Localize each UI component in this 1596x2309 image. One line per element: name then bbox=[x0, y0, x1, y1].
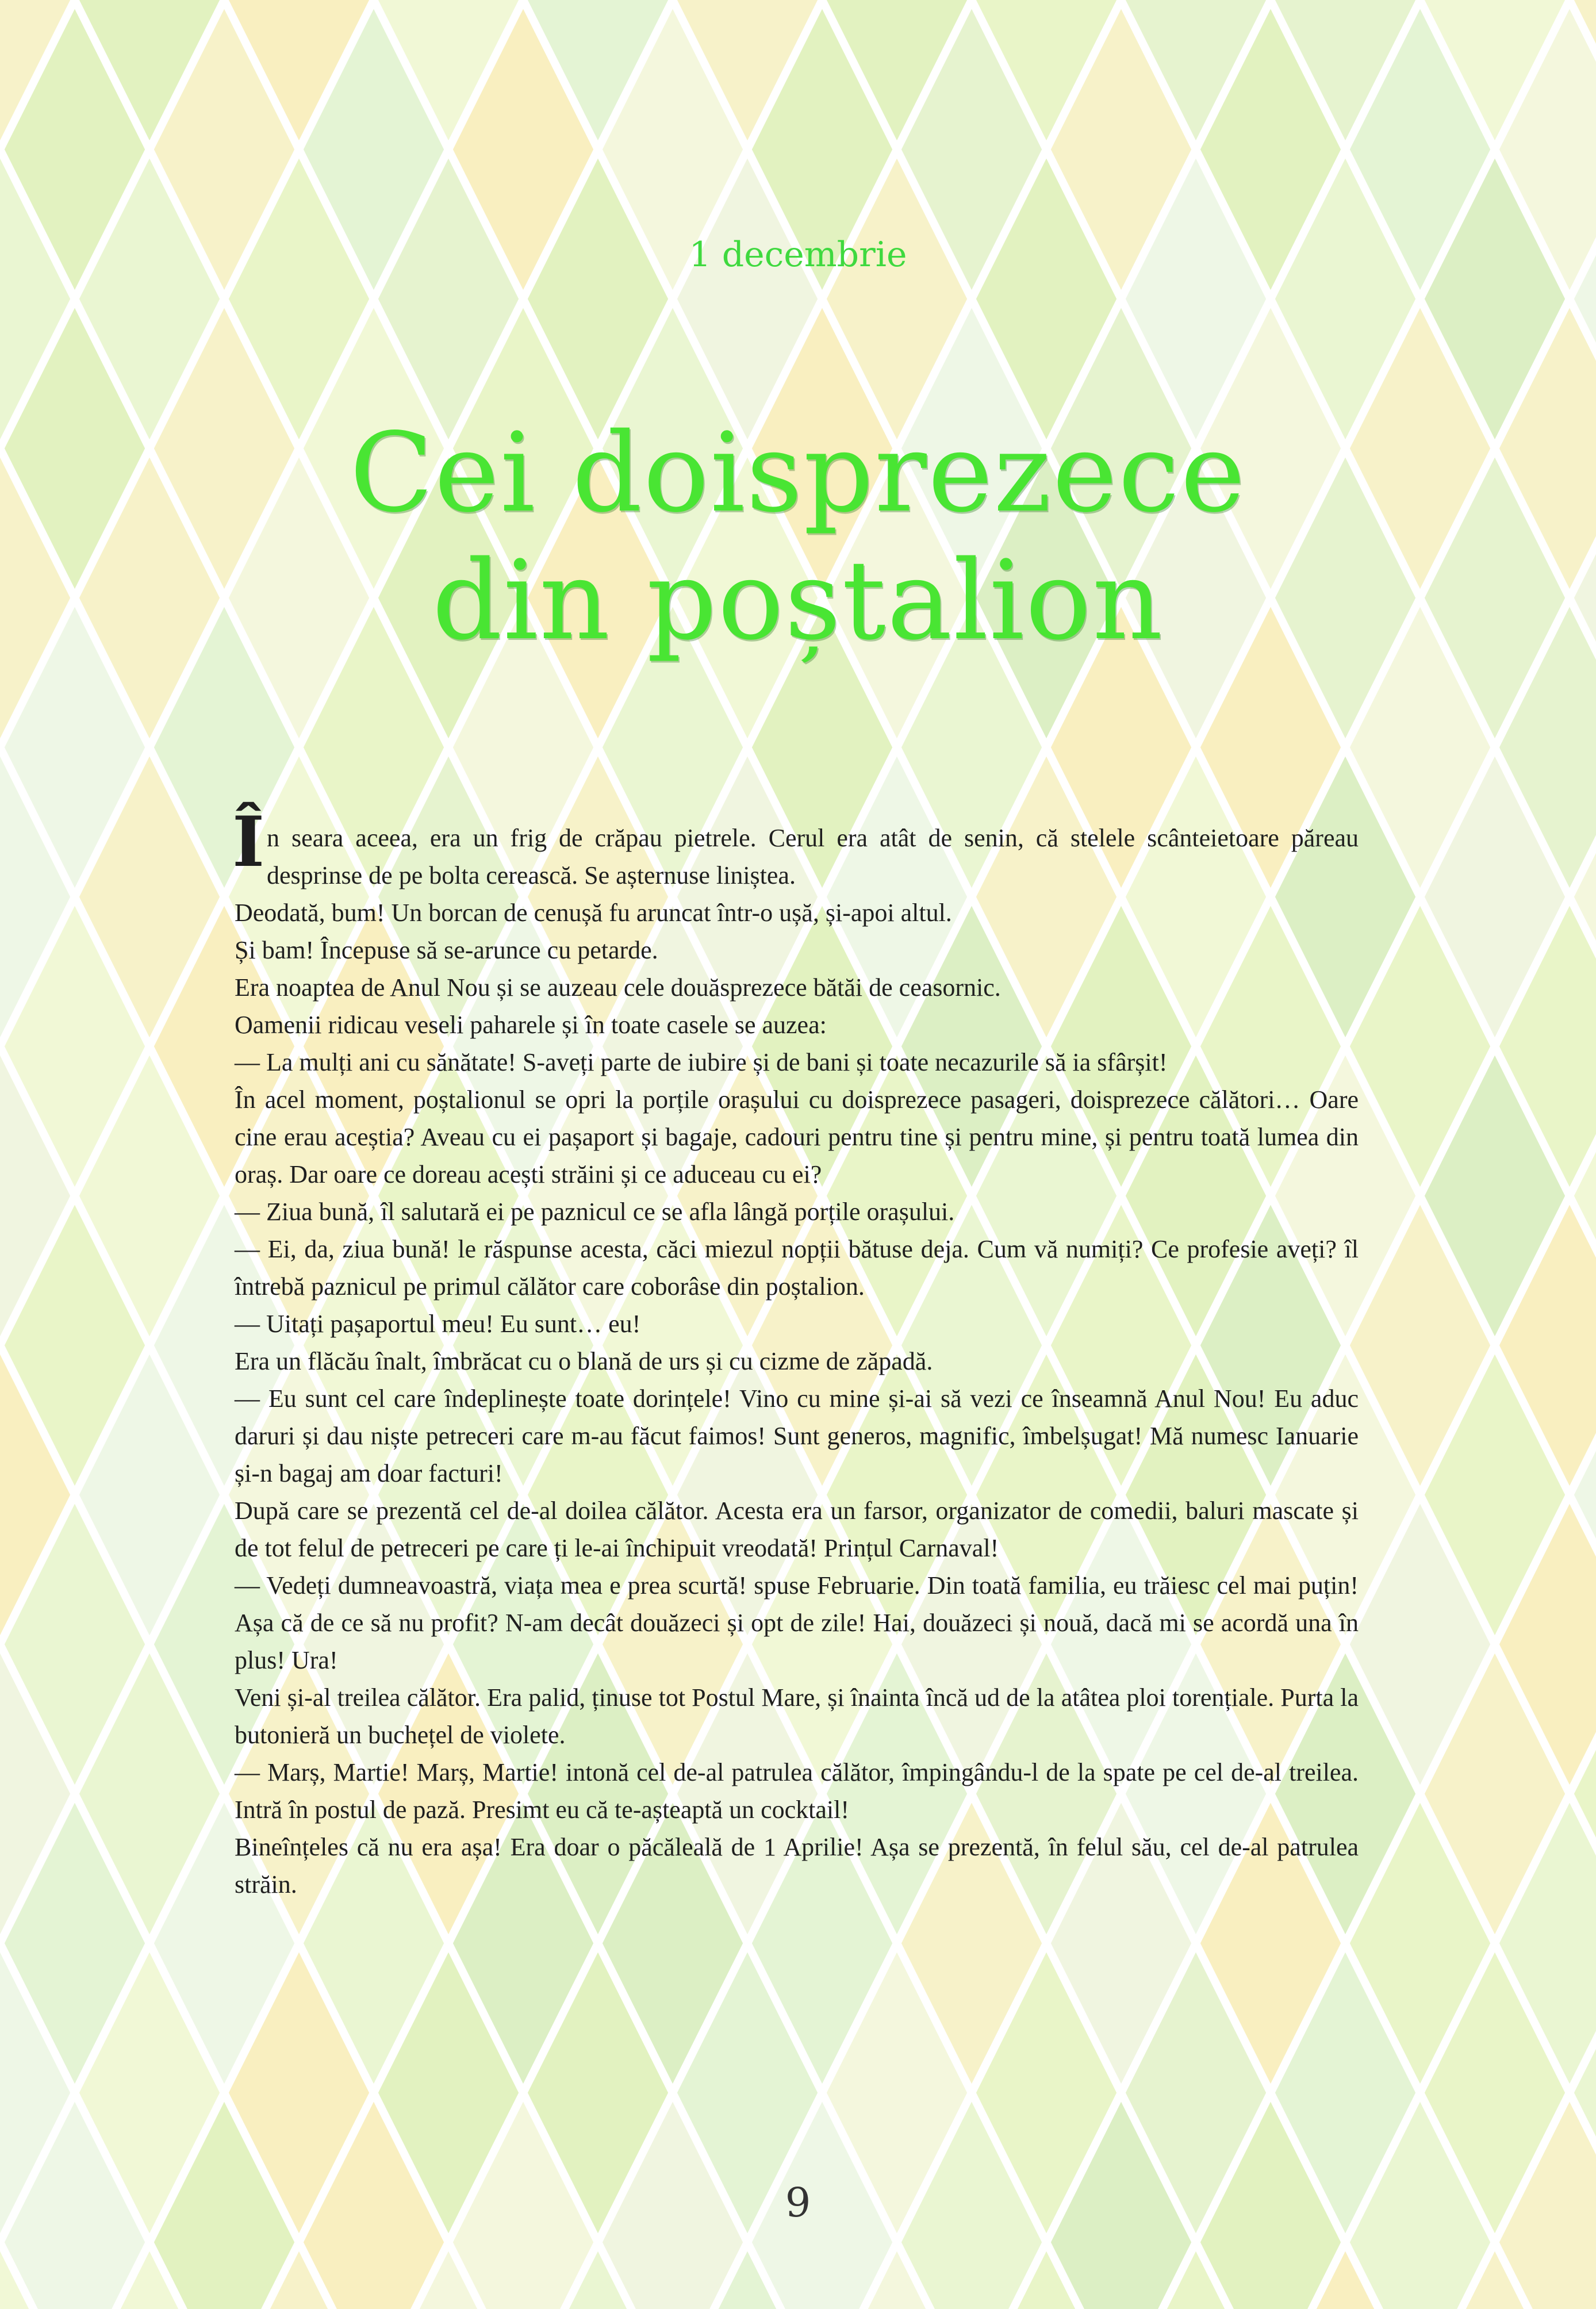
paragraph: Bineînțeles că nu era așa! Era doar o păcăleală de 1 Aprilie! Așa se prezentă, în felul său, cel de-al patrulea străin. bbox=[235, 1833, 1359, 1898]
page-number: 9 bbox=[785, 2179, 811, 2226]
paragraph: În acel moment, poștalionul se opri la porțile orașului cu doisprezece pasageri, doisprezece călători… Oare cine erau aceștia? Aveau cu ei pașaport și bagaje, cadouri pentru tine și pentru mine, și pentru toată lumea din oraș. Dar oare ce doreau acești străini și ce aduceau cu ei? bbox=[235, 1086, 1359, 1188]
paragraph: — Vedeți dumneavoastră, viața mea e prea scurtă! spuse Februarie. Din toată familia, eu trăiesc cel mai puțin! Așa că de ce să nu profit? N-am decât douăzeci și opt de zile! Hai, douăzeci și nouă, dacă mi se acordă una în plus! Ura! bbox=[235, 1571, 1359, 1674]
paragraph: — Marș, Martie! Marș, Martie! intonă cel de-al patrulea călător, împingându-l de la spate pe cel de-al treilea. Intră în postul de pază. Presimt eu că te-așteaptă un cocktail! bbox=[235, 1758, 1359, 1824]
paragraph: Deodată, bum! Un borcan de cenușă fu aruncat într-o ușă, și-apoi altul. bbox=[235, 899, 952, 927]
paragraph: — Ei, da, ziua bună! le răspunse acesta, căci miezul nopții bătuse deja. Cum vă numiți? Ce profesie aveți? îl întrebă paznicul pe primul călător care coborâse din poștalion. bbox=[235, 1235, 1359, 1301]
paragraph-text: n seara aceea, era un frig de crăpau pietrele. Cerul era atât de senin, că stelele scânteietoare păreau desprinse de pe bolta cerească. Se așternuse liniștea. bbox=[267, 824, 1359, 889]
paragraph: — Ziua bună, îl salutară ei pe paznicul ce se afla lângă porțile orașului. bbox=[235, 1198, 955, 1226]
paragraph: — Eu sunt cel care îndeplinește toate dorințele! Vino cu mine și-ai să vezi ce înseamnă Anul Nou! Eu aduc daruri și dau niște petreceri care m-au făcut faimos! Sunt generos, magnific, îmbelșugat! Mă numesc Ianuarie și-n bagaj am doar facturi! bbox=[235, 1384, 1359, 1487]
paragraph: Era un flăcău înalt, îmbrăcat cu o blană de urs și cu cizme de zăpadă. bbox=[235, 1347, 933, 1375]
paragraph bbox=[232, 801, 1359, 894]
chapter-title-line-2: din poștalion bbox=[432, 537, 1164, 664]
chapter-date: 1 decembrie bbox=[689, 235, 907, 275]
paragraph: Era noaptea de Anul Nou și se auzeau cele douăsprezece bătăi de ceasornic. bbox=[235, 973, 1001, 1002]
paragraph: După care se prezentă cel de-al doilea călător. Acesta era un farsor, organizator de comedii, baluri mascate și de tot felul de petreceri pe care ți le-ai închipuit vreodată! Prințul Carnaval! bbox=[235, 1497, 1359, 1562]
paragraph: Oamenii ridicau veseli paharele și în toate casele se auzea: bbox=[235, 1011, 827, 1039]
paragraph: Și bam! Începuse să se-arunce cu petarde. bbox=[235, 936, 658, 964]
story-text bbox=[232, 801, 1359, 1903]
drop-cap: Î bbox=[232, 801, 265, 883]
paragraph: — Uitați pașaportul meu! Eu sunt… eu! bbox=[235, 1310, 641, 1338]
chapter-title-line-1: Cei doisprezece bbox=[350, 409, 1246, 536]
paragraph: Veni și-al treilea călător. Era palid, ținuse tot Postul Mare, și înainta încă ud de la atâtea ploi torențiale. Purta la butonieră un buchețel de violete. bbox=[235, 1683, 1359, 1749]
paragraph: — La mulți ani cu sănătate! S-aveți parte de iubire și de bani și toate necazurile să ia sfârșit! bbox=[235, 1048, 1168, 1076]
